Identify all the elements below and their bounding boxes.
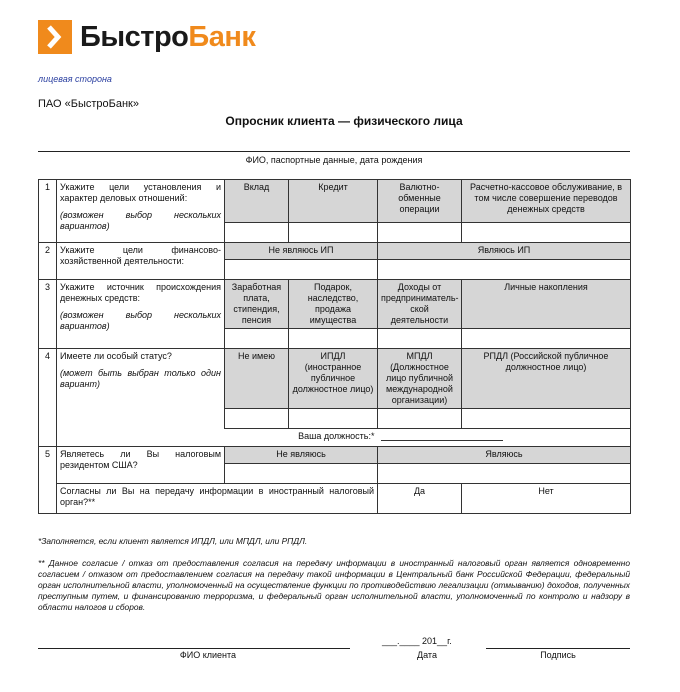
q1-option-deposit: Вклад (225, 180, 289, 223)
q4-position-row (39, 429, 631, 447)
client-fio-caption: ФИО клиента (179, 650, 237, 660)
signature-line[interactable] (486, 648, 630, 649)
q4-position-label: Ваша должность:* (57, 429, 378, 447)
q4-option-none: Не имею (225, 349, 289, 409)
q4-hint: (может быть выбран только один вариант) (60, 368, 221, 389)
logo-text: БыстроБанк (80, 21, 256, 53)
q3-option-gift: Подарок, наследство, продажа имущества (289, 280, 378, 329)
q2-answer-ip[interactable] (378, 260, 631, 280)
q5-consent-question (57, 484, 378, 514)
q3-number: 3 (39, 280, 57, 349)
fio-caption: ФИО, паспортные данные, дата рождения (245, 155, 423, 165)
fio-input-line[interactable] (38, 151, 630, 152)
q4-number: 4 (39, 349, 57, 447)
q1-option-settlement: Расчетно-кассовое обслуживание, в том числе совершение переводов денежных средств (462, 180, 631, 223)
q3-answer-gift[interactable] (289, 329, 378, 349)
q4-text: Имеете ли особый статус? (60, 351, 172, 361)
q1-answer-deposit[interactable] (225, 223, 289, 243)
q2-option-not-ip: Не являюсь ИП (225, 243, 378, 260)
client-fio-line[interactable] (38, 648, 350, 649)
q5-options-row (39, 447, 631, 464)
q4-question (57, 349, 225, 429)
q5-answer-resident[interactable] (378, 464, 631, 484)
q2-text: Укажите цели финансово-хозяйственной деятельности: (60, 245, 221, 266)
q5-consent-row (39, 484, 631, 514)
q4-position-field[interactable] (378, 429, 631, 447)
q5-consent-yes[interactable]: Да (378, 484, 462, 514)
q1-number: 1 (39, 180, 57, 243)
q4-answer-none[interactable] (225, 409, 289, 429)
q1-answer-exchange[interactable] (378, 223, 462, 243)
q5-option-not-resident: Не являюсь (225, 447, 378, 464)
q4-answer-rpdl[interactable] (462, 409, 631, 429)
bank-logo (38, 19, 255, 55)
q1-answer-credit[interactable] (289, 223, 378, 243)
position-underline (381, 431, 503, 441)
q5-text: Являетесь ли Вы налоговым резидентом США? (60, 449, 221, 470)
q4-answer-ipdl[interactable] (289, 409, 378, 429)
q5-question (57, 447, 225, 484)
q5-number: 5 (39, 447, 57, 514)
q4-answer-mpdl[interactable] (378, 409, 462, 429)
q2-options-row (39, 243, 631, 260)
q3-option-salary: Заработная плата, стипендия, пенсия (225, 280, 289, 329)
q1-answer-settlement[interactable] (462, 223, 631, 243)
org-name: ПАО «БыстроБанк» (38, 98, 139, 110)
q3-question (57, 280, 225, 349)
q4-option-ipdl: ИПДЛ (иностранное публичное должностное лицо) (289, 349, 378, 409)
q5-consent-no[interactable]: Нет (462, 484, 631, 514)
q1-options-row (39, 180, 631, 223)
date-field[interactable]: ___.____ 201__г. (382, 636, 452, 646)
q3-options-row (39, 280, 631, 329)
footnote-2: ** Данное согласие / отказ от предоставления согласия на передачу информации в иностранный налоговый орган является одновременно согласием / отказом от предоставлением согласия на передачу такой информации в Центральный банк Российской Федерации, федеральный орган исполнительной власти, уполномоченный на осуществление функции по противодействию легализации (отмыванию) доходов, полученных преступным путем, и финансированию терроризма, и федеральный орган исполнительной власти, уполномоченный по контролю и надзору в области налогов и сборов. (38, 558, 630, 612)
side-label: лицевая сторона (38, 74, 112, 84)
q4-option-rpdl: РПДЛ (Российской публичное должностное лицо) (462, 349, 631, 409)
q3-option-business: Доходы от предпринимательской деятельности (378, 280, 462, 329)
q1-option-credit: Кредит (289, 180, 378, 223)
q5-option-resident: Являюсь (378, 447, 631, 464)
q1-hint: (возможен выбор нескольких вариантов) (60, 210, 221, 231)
q5-consent-text: Согласны ли Вы на передачу информации в иностранный налоговый орган?** (60, 486, 374, 507)
page-title: Опросник клиента — физического лица (225, 114, 463, 128)
q1-option-exchange: Валютно-обменные операции (378, 180, 462, 223)
footnote-1: *Заполняется, если клиент является ИПДЛ, или МПДЛ, или РПДЛ. (38, 536, 308, 546)
signature-caption: Подпись (540, 650, 576, 660)
q1-question (57, 180, 225, 243)
date-caption: Дата (417, 650, 437, 660)
q3-text: Укажите источник происхождения денежных средств: (60, 282, 221, 303)
q3-answer-salary[interactable] (225, 329, 289, 349)
q2-option-ip: Являюсь ИП (378, 243, 631, 260)
q3-answer-savings[interactable] (462, 329, 631, 349)
q4-options-row (39, 349, 631, 409)
q5-answer-not-resident[interactable] (225, 464, 378, 484)
questionnaire-table (38, 179, 631, 514)
q1-text: Укажите цели установления и характер деловых отношений: (60, 182, 221, 203)
q3-hint: (возможен выбор нескольких вариантов) (60, 310, 221, 331)
q4-option-mpdl: МПДЛ (Должностное лицо публичной международной организации) (378, 349, 462, 409)
q3-answer-business[interactable] (378, 329, 462, 349)
q2-answer-not-ip[interactable] (225, 260, 378, 280)
q2-question (57, 243, 225, 280)
q2-number: 2 (39, 243, 57, 280)
logo-chevron-icon (38, 20, 72, 54)
q3-option-savings: Личные накопления (462, 280, 631, 329)
